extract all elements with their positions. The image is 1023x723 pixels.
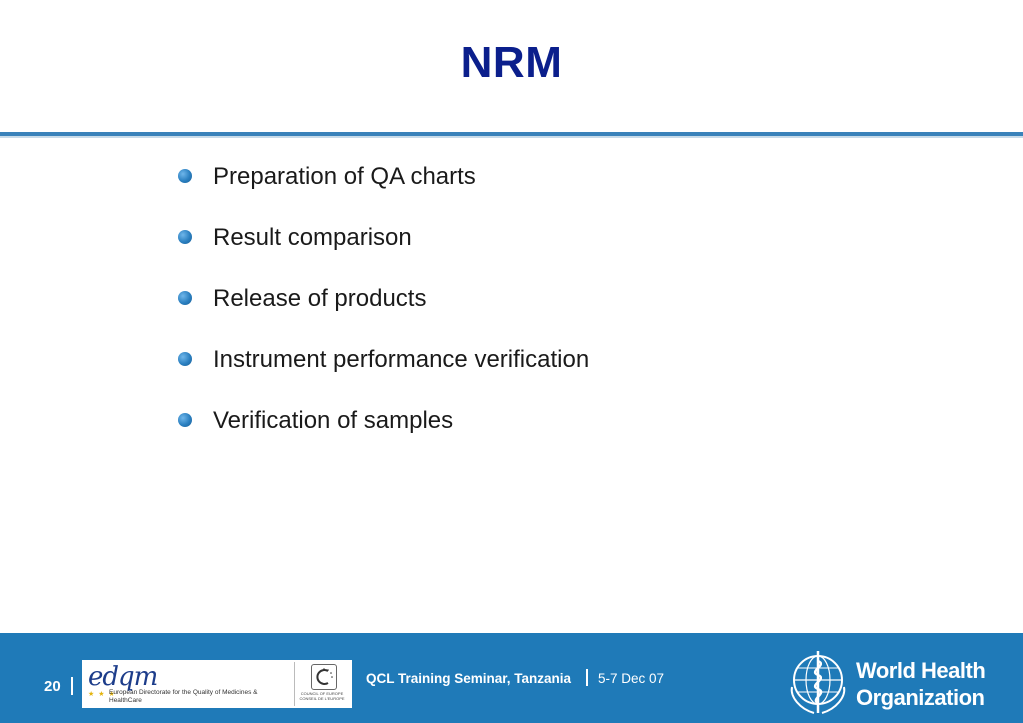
bullet-item [178,343,598,377]
seminar-dates: 5-7 Dec 07 [598,671,665,686]
title-divider-shadow [0,136,1023,138]
bullet-icon [178,413,192,427]
bullet-text: Instrument performance verification [213,346,590,373]
seminar-separator [586,669,588,686]
council-of-europe-text: COUNCIL OF EUROPE CONSEIL DE L'EUROPE [299,691,345,701]
edqm-subtitle: European Directorate for the Quality of Medicines & HealthCare [109,689,258,704]
bullet-item [178,404,598,438]
bullet-icon [178,230,192,244]
bullet-icon [178,169,192,183]
who-name [856,657,985,711]
bullet-icon [178,352,192,366]
eu-stars-icon: ★ ★ ★ [88,691,116,698]
seminar-title: QCL Training Seminar, Tanzania [366,671,572,686]
bullet-item [178,221,598,255]
council-of-europe-logo [294,662,349,706]
bullet-text: Preparation of QA charts [213,163,476,190]
slide-title: NRM [460,38,563,87]
bullet-list [178,160,598,465]
page-number: 20 [44,678,61,695]
who-name-line1: World Health [856,658,986,683]
bullet-text: Release of products [213,285,427,312]
partner-logos [82,660,352,708]
bullet-item [178,160,598,194]
bullet-text: Verification of samples [213,407,454,434]
slide-footer [0,633,1023,723]
page-number-separator [71,677,73,695]
who-name-line2: Organization [856,685,985,710]
bullet-icon [178,291,192,305]
council-of-europe-emblem-icon [311,664,337,690]
bullet-text: Result comparison [213,224,412,251]
who-emblem-icon [788,647,848,717]
bullet-item [178,282,598,316]
edqm-logo: edqm [88,662,158,692]
